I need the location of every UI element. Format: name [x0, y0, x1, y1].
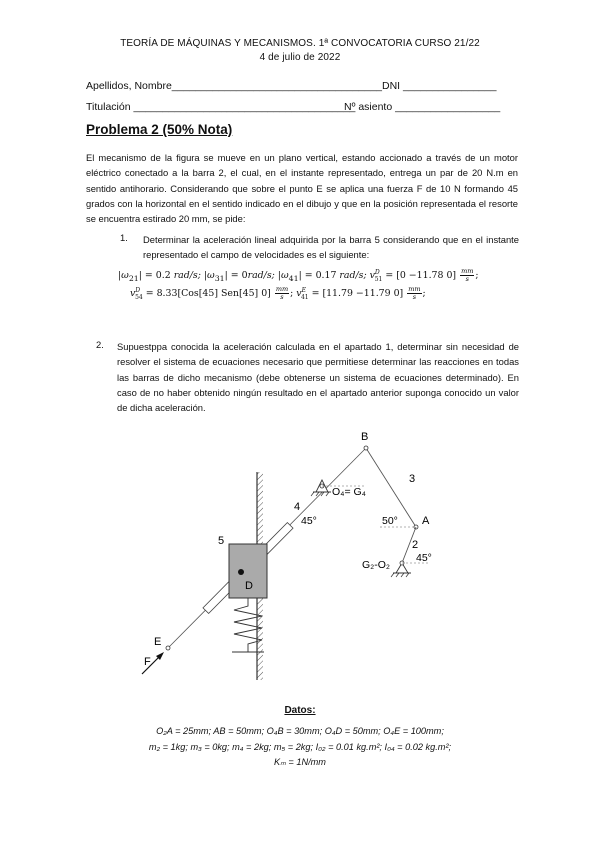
label-bar-2: 2	[412, 539, 419, 551]
label-e: E	[154, 636, 162, 648]
data-line-1: O₂A = 25mm; AB = 50mm; O₄B = 30mm; O₄D = 50mm; O₄E = 100mm;	[156, 726, 444, 736]
seat-label: Nº asiento	[344, 101, 393, 113]
dni-blank: ________________	[403, 80, 497, 92]
name-field[interactable]	[86, 80, 382, 92]
label-f: F	[144, 656, 151, 668]
joint-b	[364, 446, 368, 450]
velocity-equation-line-2: $v^D_{54} = 8.33[Cos[45]$ Sen[45] 0] $\frac{mm}{s}$ ; $v^E_{41} = [11.79 -11.79$ 0] $\frac{mm}{s}$ ;	[130, 285, 426, 301]
question-2-text: Supuestppa conocida la aceleración calculada en el apartado 1, determinar sin necesidad de resolver el sistema de ecuaciones necesario que permitiese determinar las reacciones en todas las barras de dicho mecanismo (debe obtenerse un sistema de ecuaciones determinado). En caso de no haber obtenido ningún resultado en el apartado anterior suponga conocido un valor de dicha aceleración.	[117, 341, 519, 414]
point-e	[166, 646, 170, 650]
degree-field[interactable]	[86, 101, 355, 113]
label-o4-g4: O₄= G₄	[332, 486, 366, 498]
label-angle-bar-4: 45°	[301, 515, 317, 527]
name-blank: ____________________________________	[171, 80, 383, 92]
name-label: Apellidos, Nombre	[86, 80, 172, 92]
data-line-3: Kₘ = 1N/mm	[274, 757, 326, 767]
label-angle-bar-2: 45°	[416, 552, 432, 564]
exam-date: 4 de julio de 2022	[259, 52, 341, 63]
degree-label: Titulación	[86, 101, 131, 113]
degree-blank: ______________________________________	[133, 101, 356, 113]
label-g2-o2: G₂-O₂	[362, 559, 390, 571]
pivot-o2	[391, 561, 411, 577]
mechanism-diagram	[130, 420, 490, 690]
label-angle-50: 50°	[382, 515, 398, 527]
dni-field[interactable]	[382, 80, 496, 92]
problem-title: Problema 2 (50% Nota)	[86, 122, 233, 137]
label-a: A	[422, 515, 430, 527]
velocity-equation-line-1: $|\omega_{21}| = 0.2$ rad/s; $|\omega_{31}| = 0rad/s$; $|\omega_{41}| = 0.17$ rad/s; $v^D_{51} = [0 -11.78$ 0] $\frac{mm}{s}$ ;	[118, 267, 479, 283]
question-1-text: Determinar la aceleración lineal adquirida por la barra 5 considerando que en el instante representado el campo de velocidades es el siguiente:	[143, 234, 519, 261]
problem-statement: El mecanismo de la figura se mueve en un plano vertical, estando accionado a través de un motor eléctrico conectado a la barra 2, el cual, en el instante representado, entrega un par de 20 N.m en sentido antihorario. Considerando que sobre el punto E se aplica una fuerza F de 10 N formando 45 grados con la horizontal en el sentido indicado en el dibujo y que en la posición representada el resorte se encuentra estirado 20 mm, se pide:	[86, 152, 518, 225]
seat-field[interactable]	[344, 101, 500, 113]
dni-label: DNI	[382, 80, 401, 92]
question-2-number: 2.	[96, 339, 104, 350]
joint-d	[238, 569, 244, 575]
data-line-2: m₂ = 1kg; m₃ = 0kg; m₄ = 2kg; m₅ = 2kg; I₀₂ = 0.01 kg.m²; I₀₄ = 0.02 kg.m²;	[148, 742, 452, 752]
label-b: B	[361, 431, 369, 443]
seat-blank: __________________	[395, 101, 501, 113]
data-title: Datos:	[284, 705, 316, 716]
label-d: D	[245, 580, 253, 592]
label-bar-4: 4	[294, 501, 301, 513]
exam-header-title: TEORÍA DE MÁQUINAS Y MECANISMOS. 1ª CONVOCATORIA CURSO 21/22	[120, 38, 480, 49]
question-1-number: 1.	[120, 232, 128, 243]
label-bar-3: 3	[409, 473, 416, 485]
label-bar-5: 5	[218, 535, 225, 547]
